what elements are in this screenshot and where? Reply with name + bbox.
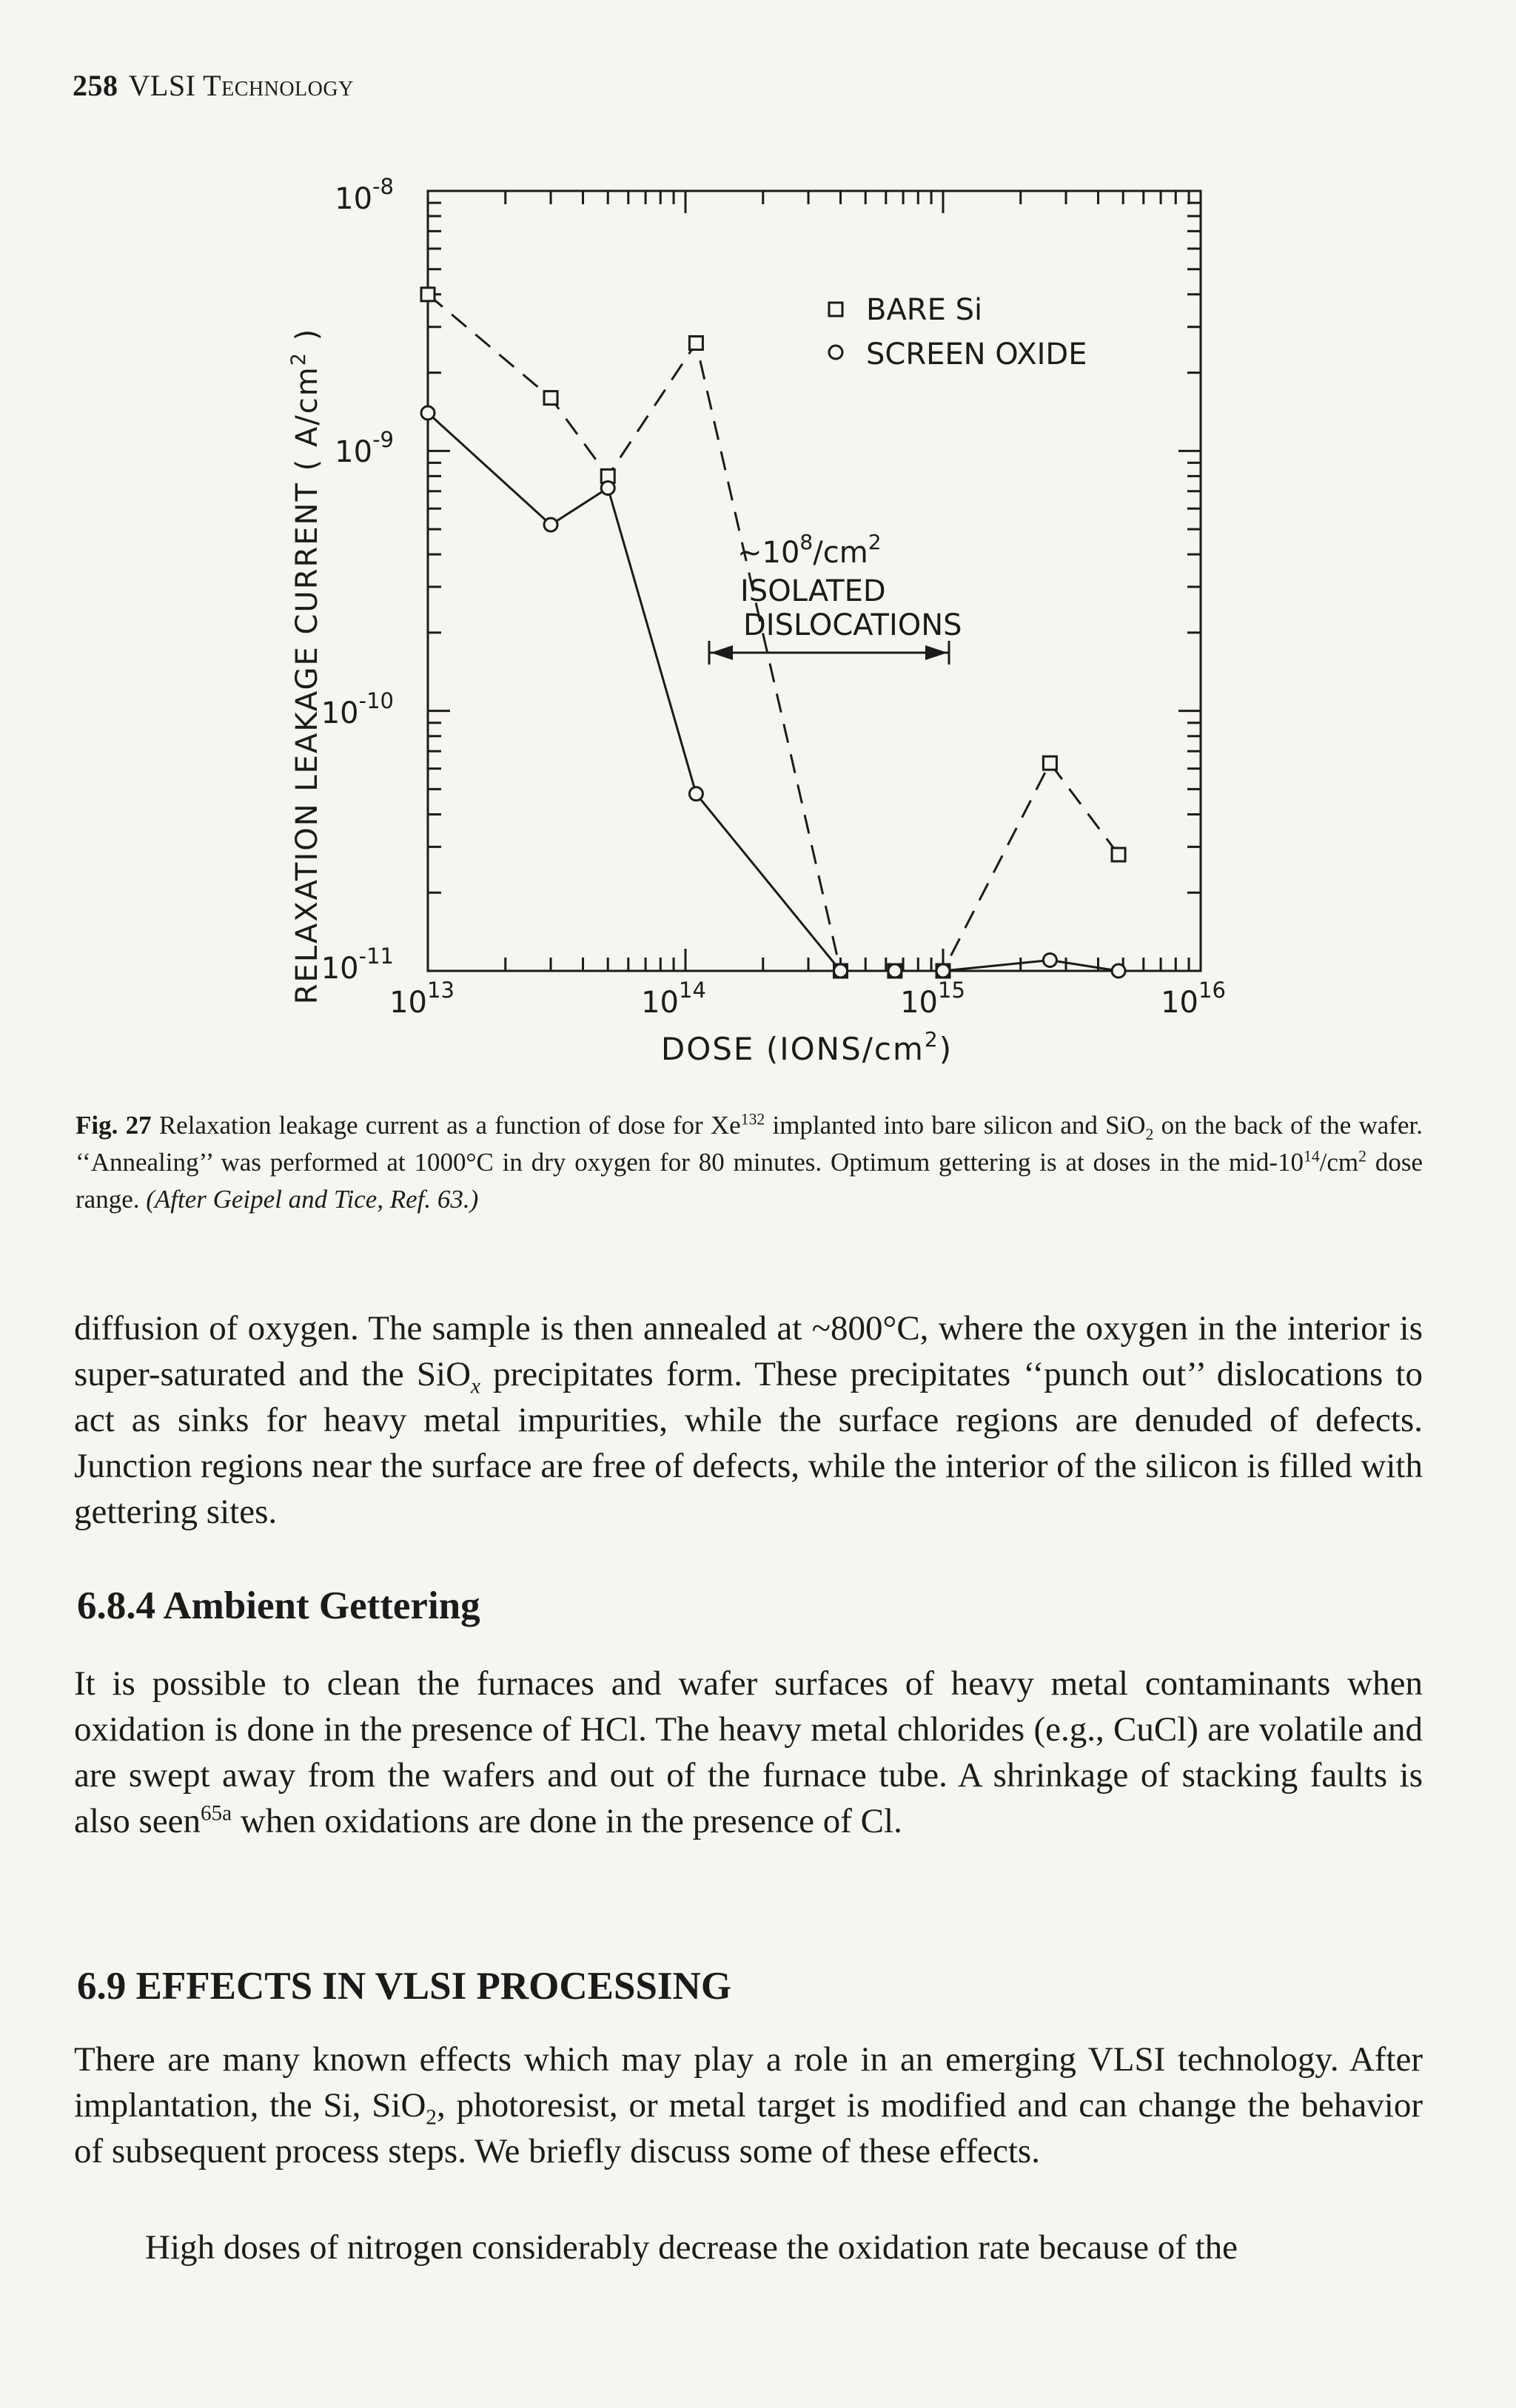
- paragraph-vlsi-effects: There are many known effects which may play a role in an emerging VLSI technology. After implantation, the Si, SiO$_2$, photoresist, or metal target is modified and can change the behavior of subsequent process steps. We briefly discuss some of these effects.: [74, 2040, 1423, 2170]
- data-point-screen-oxide: [888, 964, 902, 978]
- data-point-screen-oxide: [1043, 953, 1056, 966]
- y-axis-title: RELAXATION LEAKAGE CURRENT ( $A/cm^2$ ): [287, 327, 324, 1005]
- annotation-density: $\sim 10^8/cm^2$: [737, 530, 882, 570]
- annotation-isolated: ISOLATED: [740, 574, 886, 608]
- data-point-bare-si: [1112, 848, 1125, 861]
- figure-label: Fig. 27: [76, 1111, 152, 1140]
- section-heading-ambient-gettering: 6.8.4 Ambient Gettering: [77, 1584, 480, 1627]
- data-point-screen-oxide: [544, 518, 557, 531]
- data-point-bare-si: [421, 288, 435, 301]
- paragraph-ambient-gettering: It is possible to clean the furnaces and wafer surfaces of heavy metal contaminants when oxidation is done in the presence of HCl. The heavy metal chlorides (e.g., CuCl) are volatile and are swept away from the wafers and out of the furnace tube. A shrinkage of stacking faults is also seen$^{65a}$ when oxidations are done in the presence of Cl.: [74, 1664, 1423, 1840]
- y-tick-label-1e-11: $10^{-11}$: [321, 944, 394, 986]
- series-line-screen-oxide: [428, 413, 1118, 971]
- annotation-dislocations: DISLOCATIONS: [743, 608, 962, 642]
- annotation-arrow-left: [711, 645, 733, 660]
- paragraph-nitrogen: High doses of nitrogen considerably decrease the oxidation rate because of the: [145, 2228, 1238, 2267]
- y-tick-label-1e-9: $10^{-9}$: [335, 427, 394, 469]
- page-number: 258: [73, 69, 118, 102]
- data-point-screen-oxide: [601, 481, 614, 494]
- x-axis-title: DOSE $(IONS/cm^2)$: [660, 1027, 953, 1067]
- data-point-bare-si: [544, 391, 557, 405]
- figure-caption: Fig. 27 Relaxation leakage current as a function of dose for Xe$^{132}$ implanted into bare silicon and SiO$_2$ on the back of the wafer. ‘‘Annealing’’ was performed at 1000°C in dry oxygen for 80 minutes. Optimum gettering is at doses in the mid-$10^{14}/cm^2$ dose range. (After Geipel and Tice, Ref. 63.): [76, 1110, 1423, 1214]
- y-tick-label-1e-10: $10^{-10}$: [321, 688, 394, 730]
- legend-square-marker: [829, 303, 842, 316]
- figure-citation: (After Geipel and Tice, Ref. 63.): [146, 1185, 479, 1214]
- dislocation-annotation: [709, 530, 962, 665]
- legend-label-bare: BARE Si: [866, 293, 983, 327]
- data-point-screen-oxide: [834, 964, 848, 978]
- legend-label-screen: SCREEN OXIDE: [866, 337, 1087, 371]
- book-title: VLSI Technology: [128, 69, 354, 102]
- x-tick-label-1e15: $10^{15}$: [900, 978, 965, 1020]
- legend: [829, 293, 1087, 371]
- y-tick-label-1e-8: $10^{-8}$: [335, 174, 394, 216]
- data-point-bare-si: [1043, 756, 1056, 770]
- data-point-screen-oxide: [936, 964, 950, 978]
- legend-circle-marker: [829, 346, 842, 359]
- leakage-chart: [0, 0, 1516, 1095]
- section-heading-effects-vlsi: 6.9 EFFECTS IN VLSI PROCESSING: [77, 1965, 732, 2008]
- data-point-screen-oxide: [689, 787, 702, 801]
- annotation-arrow-right: [925, 645, 948, 660]
- paragraph-oxygen-diffusion: diffusion of oxygen. The sample is then annealed at ~800°C, where the oxygen in the interior is super-saturated and the SiO$_x$ precipitates form. These precipitates ‘‘punch out’’ dislocations to act as sinks for heavy metal impurities, while the surface regions are denuded of defects. Junction regions near the surface are free of defects, while the interior of the silicon is filled with gettering sites.: [74, 1309, 1423, 1531]
- x-tick-label-1e13: $10^{13}$: [389, 978, 455, 1020]
- x-tick-label-1e16: $10^{16}$: [1161, 978, 1226, 1020]
- data-point-screen-oxide: [1112, 964, 1125, 978]
- data-point-bare-si: [689, 337, 702, 350]
- x-tick-label-1e14: $10^{14}$: [641, 978, 706, 1020]
- data-point-screen-oxide: [421, 406, 435, 420]
